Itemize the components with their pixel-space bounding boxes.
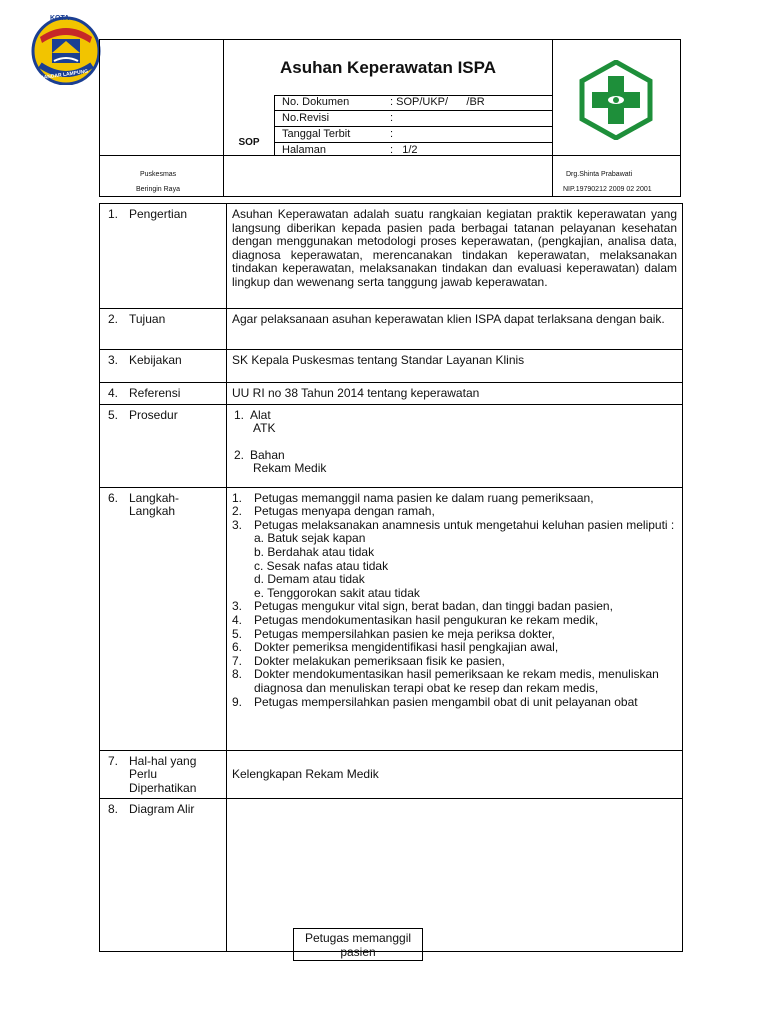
list-item: 9. Petugas mempersilahkan pasien mengambil obat di unit pelayanan obat <box>232 694 638 709</box>
meta-row <box>274 142 552 158</box>
table-row <box>100 487 683 750</box>
list-item: 4. Petugas mendokumentasikan hasil pengukuran ke rekam medik, <box>232 612 599 627</box>
row-label: Tujuan <box>129 312 166 326</box>
list-item: b. Berdahak atau tidak <box>254 544 375 559</box>
list-item: e. Tenggorokan sakit atau tidak <box>254 585 420 600</box>
langkah-content <box>227 487 683 750</box>
meta-label: No.Revisi <box>282 112 330 124</box>
row-label: Perlu <box>129 767 158 782</box>
signatory-nip: NIP.19790212 2009 02 2001 <box>563 186 652 193</box>
hal-text: Kelengkapan Rekam Medik <box>227 750 683 799</box>
table-row <box>100 350 683 383</box>
list-item: 3. Petugas mengukur vital sign, berat badan, dan tinggi badan pasien, <box>232 599 613 614</box>
puskesmas-cross-icon <box>576 60 656 140</box>
meta-row <box>274 110 552 126</box>
list-item: 5. Petugas mempersilahkan pasien ke meja periksa dokter, <box>232 626 555 641</box>
list-item: 2. Bahan <box>234 447 285 462</box>
list-item: 6. Dokter pemeriksa mengidentifikasi hasil pengkajian awal, <box>232 640 559 655</box>
meta-label: Halaman <box>282 144 327 156</box>
row-label: Kebijakan <box>129 353 182 367</box>
row-number: 5. <box>108 407 119 422</box>
table-row <box>100 204 683 309</box>
list-item: 1. Alat <box>234 407 271 422</box>
sop-label: SOP <box>238 137 260 148</box>
table-row <box>100 404 683 487</box>
sop-content-table <box>99 203 683 952</box>
logo-text-bottom: BANDAR LAMPUNG <box>39 68 89 82</box>
row-label: Hal-hal yang <box>129 753 197 768</box>
table-row <box>100 750 683 799</box>
pengertian-text: Asuhan Keperawatan adalah suatu rangkaian kegiatan praktik keperawatan yang langsung diberikan kepada pasien pada berbagai tatanan pelayanan kesehatan dengan menggunakan metodologi proses keperawatan, (pengkajian, analisa data, diagnosa keperawatan, merencanakan tindakan keperawatan, melaksanakan tindakan keperawatan, melaksanakan tindakan dan evaluasi keperawatan) dalam lingkup dan wewenang serta tanggung jawab keperawatan. <box>227 204 683 309</box>
row-number: 2. <box>108 312 119 326</box>
row-label: Prosedur <box>129 407 178 422</box>
meta-value: : SOP/UKP/ /BR <box>390 96 485 108</box>
row-label: Pengertian <box>129 207 188 221</box>
meta-label: No. Dokumen <box>282 96 350 108</box>
row-number: 6. <box>108 490 119 505</box>
signatory-name: Drg.Shinta Prabawati <box>566 171 633 178</box>
row-number: 3. <box>108 353 119 367</box>
kebijakan-text: SK Kepala Puskesmas tentang Standar Layanan Klinis <box>227 350 683 383</box>
row-number: 7. <box>108 753 119 768</box>
list-item: 7. Dokter melakukan pemeriksaan fisik ke pasien, <box>232 653 505 668</box>
list-item: 1. Petugas memanggil nama pasien ke dalam ruang pemeriksaan, <box>232 490 594 505</box>
list-item: 2. Petugas menyapa dengan ramah, <box>232 504 435 519</box>
meta-value: : <box>390 128 394 140</box>
row-number: 8. <box>108 802 119 817</box>
meta-row <box>274 126 552 142</box>
tujuan-text: Agar pelaksanaan asuhan keperawatan klien ISPA dapat terlaksana dengan baik. <box>227 309 683 350</box>
list-item: d. Demam atau tidak <box>254 572 365 587</box>
row-number: 1. <box>108 207 119 221</box>
row-label: Langkah- <box>129 490 180 505</box>
row-label: Referensi <box>129 386 181 400</box>
meta-label: Tanggal Terbit <box>282 128 351 140</box>
prosedur-content <box>227 404 683 487</box>
table-row <box>100 309 683 350</box>
list-item: Rekam Medik <box>253 461 327 476</box>
list-item: c. Sesak nafas atau tidak <box>254 558 389 573</box>
sop-header <box>99 39 681 197</box>
list-item: 3. Petugas melaksanakan anamnesis untuk mengetahui keluhan pasien meliputi : <box>232 517 675 532</box>
list-item: ATK <box>253 421 276 436</box>
meta-value: : <box>390 112 394 124</box>
meta-value: : 1/2 <box>390 144 418 156</box>
referensi-text: UU RI no 38 Tahun 2014 tentang keperawatan <box>227 383 683 405</box>
table-row <box>100 383 683 405</box>
document-title: Asuhan Keperawatan ISPA <box>279 58 497 77</box>
list-item: a. Batuk sejak kapan <box>254 531 366 546</box>
flowchart-box: Petugas memanggil pasien <box>293 928 423 961</box>
puskesmas-label: Puskesmas <box>140 171 177 178</box>
list-item: 8. Dokter mendokumentasikan hasil pemeriksaan ke rekam medis, menuliskan diagnosa dan menuliskan terapi obat ke resep dan rekam medis, <box>232 667 659 695</box>
meta-row <box>274 95 552 110</box>
row-label: Diagram Alir <box>129 802 195 817</box>
puskesmas-name: Beringin Raya <box>136 186 180 193</box>
row-label: Diperhatikan <box>129 780 197 795</box>
row-number: 4. <box>108 386 119 400</box>
logo-text-top: KOTA <box>50 15 70 22</box>
document-meta <box>274 95 552 158</box>
row-label: Langkah <box>129 504 176 519</box>
